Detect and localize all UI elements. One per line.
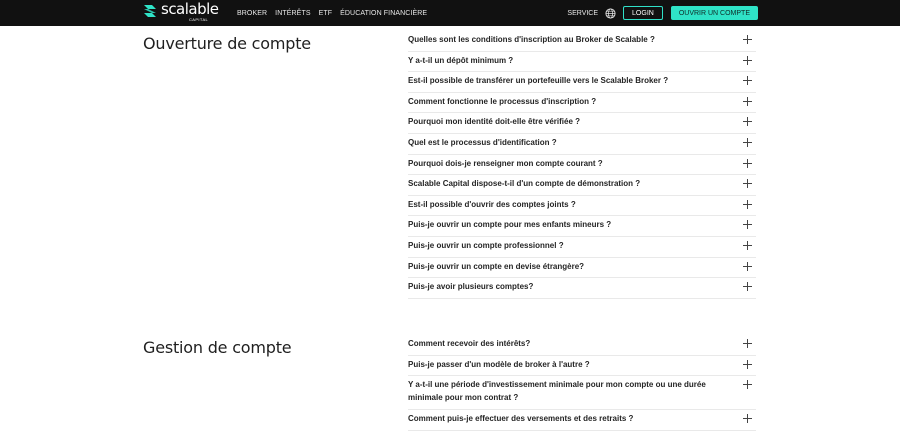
expand-plus-icon[interactable] xyxy=(743,360,752,369)
expand-plus-icon[interactable] xyxy=(743,179,752,188)
top-navigation-bar xyxy=(0,0,900,26)
expand-plus-icon[interactable] xyxy=(743,35,752,44)
logo-wordmark: scalable xyxy=(161,0,219,18)
faq-item[interactable] xyxy=(408,196,756,217)
faq-question: Pourquoi dois-je renseigner mon compte courant ? xyxy=(408,158,603,168)
scalable-logo-icon xyxy=(143,4,157,18)
faq-item[interactable] xyxy=(408,376,756,410)
faq-question: Est-il possible de transférer un portefeuille vers le Scalable Broker ? xyxy=(408,76,669,86)
faq-question: Comment recevoir des intérêts? xyxy=(408,339,531,348)
expand-plus-icon[interactable] xyxy=(743,117,752,126)
expand-plus-icon[interactable] xyxy=(743,262,752,271)
section-title-gestion-de-compte: Gestion de compte xyxy=(143,338,292,357)
faq-list-gestion-de-compte xyxy=(408,335,756,431)
main-nav xyxy=(237,0,435,26)
nav-etf[interactable]: ETF xyxy=(318,9,333,17)
service-link[interactable]: SERVICE xyxy=(567,9,599,17)
expand-plus-icon[interactable] xyxy=(743,200,752,209)
faq-item[interactable] xyxy=(408,72,756,93)
faq-item[interactable] xyxy=(408,278,756,299)
faq-question: Comment puis-je effectuer des versements et des retraits ? xyxy=(408,414,634,424)
nav-interets[interactable]: INTÉRÊTS xyxy=(275,9,311,17)
expand-plus-icon[interactable] xyxy=(743,414,752,423)
faq-item[interactable] xyxy=(408,155,756,176)
faq-question: Y a-t-il une période d'investissement minimale pour mon compte ou une durée minimale pour mon contrat ? xyxy=(408,380,706,403)
expand-plus-icon[interactable] xyxy=(743,138,752,147)
faq-question: Puis-je ouvrir un compte pour mes enfants mineurs ? xyxy=(408,220,612,230)
faq-item[interactable] xyxy=(408,216,756,237)
logo-subtitle: CAPITAL xyxy=(189,17,209,22)
expand-plus-icon[interactable] xyxy=(743,220,752,229)
header-actions xyxy=(567,0,758,26)
faq-item[interactable] xyxy=(408,52,756,73)
faq-item[interactable] xyxy=(408,335,756,356)
faq-question: Puis-je ouvrir un compte professionnel ? xyxy=(408,240,564,250)
nav-broker[interactable]: BROKER xyxy=(237,9,268,17)
faq-question: Quel est le processus d'identification ? xyxy=(408,137,557,147)
expand-plus-icon[interactable] xyxy=(743,282,752,291)
faq-question: Comment fonctionne le processus d'inscription ? xyxy=(408,96,597,106)
faq-list-ouverture-de-compte xyxy=(408,31,756,299)
faq-question: Scalable Capital dispose-t-il d'un compte de démonstration ? xyxy=(408,179,641,189)
faq-question: Y a-t-il un dépôt minimum ? xyxy=(408,55,514,65)
faq-item[interactable] xyxy=(408,134,756,155)
expand-plus-icon[interactable] xyxy=(743,339,752,348)
faq-item[interactable] xyxy=(408,237,756,258)
faq-question: Est-il possible d'ouvrir des comptes joints ? xyxy=(408,199,576,209)
faq-item[interactable] xyxy=(408,258,756,279)
faq-item[interactable] xyxy=(408,93,756,114)
faq-item[interactable] xyxy=(408,113,756,134)
expand-plus-icon[interactable] xyxy=(743,159,752,168)
section-title-ouverture-de-compte: Ouverture de compte xyxy=(143,34,311,53)
open-account-button[interactable]: OUVRIR UN COMPTE xyxy=(671,6,758,20)
faq-item[interactable] xyxy=(408,356,756,377)
expand-plus-icon[interactable] xyxy=(743,76,752,85)
expand-plus-icon[interactable] xyxy=(743,241,752,250)
login-button[interactable]: LOGIN xyxy=(623,6,663,20)
faq-question: Puis-je avoir plusieurs comptes? xyxy=(408,282,534,292)
globe-icon[interactable] xyxy=(605,8,616,19)
faq-question: Pourquoi mon identité doit-elle être vérifiée ? xyxy=(408,117,581,127)
expand-plus-icon[interactable] xyxy=(743,380,752,389)
faq-item[interactable] xyxy=(408,31,756,52)
nav-education-financiere[interactable]: ÉDUCATION FINANCIÈRE xyxy=(340,9,428,17)
scalable-capital-logo[interactable] xyxy=(143,2,219,22)
faq-question: Puis-je passer d'un modèle de broker à l'autre ? xyxy=(408,359,590,369)
expand-plus-icon[interactable] xyxy=(743,97,752,106)
faq-item[interactable] xyxy=(408,175,756,196)
faq-item[interactable] xyxy=(408,410,756,431)
expand-plus-icon[interactable] xyxy=(743,56,752,65)
faq-question: Puis-je ouvrir un compte en devise étrangère? xyxy=(408,261,585,271)
faq-question: Quelles sont les conditions d'inscription au Broker de Scalable ? xyxy=(408,35,655,44)
